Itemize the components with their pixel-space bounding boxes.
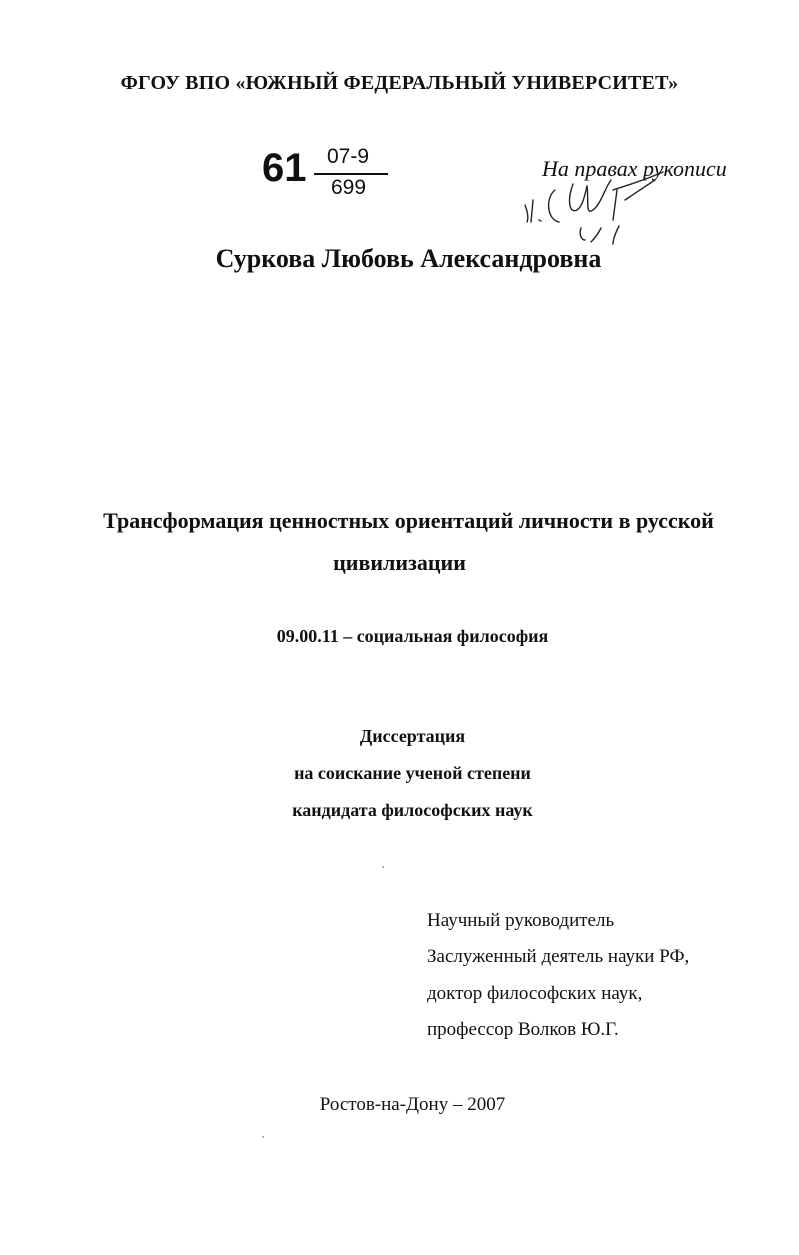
degree-line-2: кандидата философских наук (292, 800, 533, 820)
dissertation-label: Диссертация (359, 726, 466, 746)
dissertation-title-line-1: Трансформация ценностных ориентаций личности в русской (103, 508, 714, 533)
rights-note: На правах рукописи (542, 156, 727, 181)
scan-speck (382, 866, 384, 868)
stamp-denominator: 699 (331, 176, 367, 199)
supervisor-honor: Заслуженный деятель науки РФ, (427, 946, 690, 967)
supervisor-label: Научный руководитель (427, 910, 615, 931)
handwritten-signature (515, 150, 665, 250)
dissertation-title-line-2: цивилизации (333, 550, 466, 575)
author-name: Суркова Любовь Александровна (215, 244, 602, 273)
scan-speck (262, 1136, 264, 1138)
city-year: Ростов-на-Дону – 2007 (319, 1094, 506, 1115)
degree-line-1: на соискание ученой степени (294, 763, 531, 783)
stamp-main-number: 61 (262, 146, 307, 190)
stamp-numerator: 07-9 (327, 145, 370, 168)
supervisor-name: профессор Волков Ю.Г. (427, 1019, 619, 1040)
supervisor-degree: доктор философских наук, (427, 983, 643, 1004)
specialty-code: 09.00.11 – социальная философия (276, 626, 549, 646)
organization-header: ФГОУ ВПО «ЮЖНЫЙ ФЕДЕРАЛЬНЫЙ УНИВЕРСИТЕТ» (120, 72, 679, 94)
stamp-fraction-line (314, 173, 388, 175)
